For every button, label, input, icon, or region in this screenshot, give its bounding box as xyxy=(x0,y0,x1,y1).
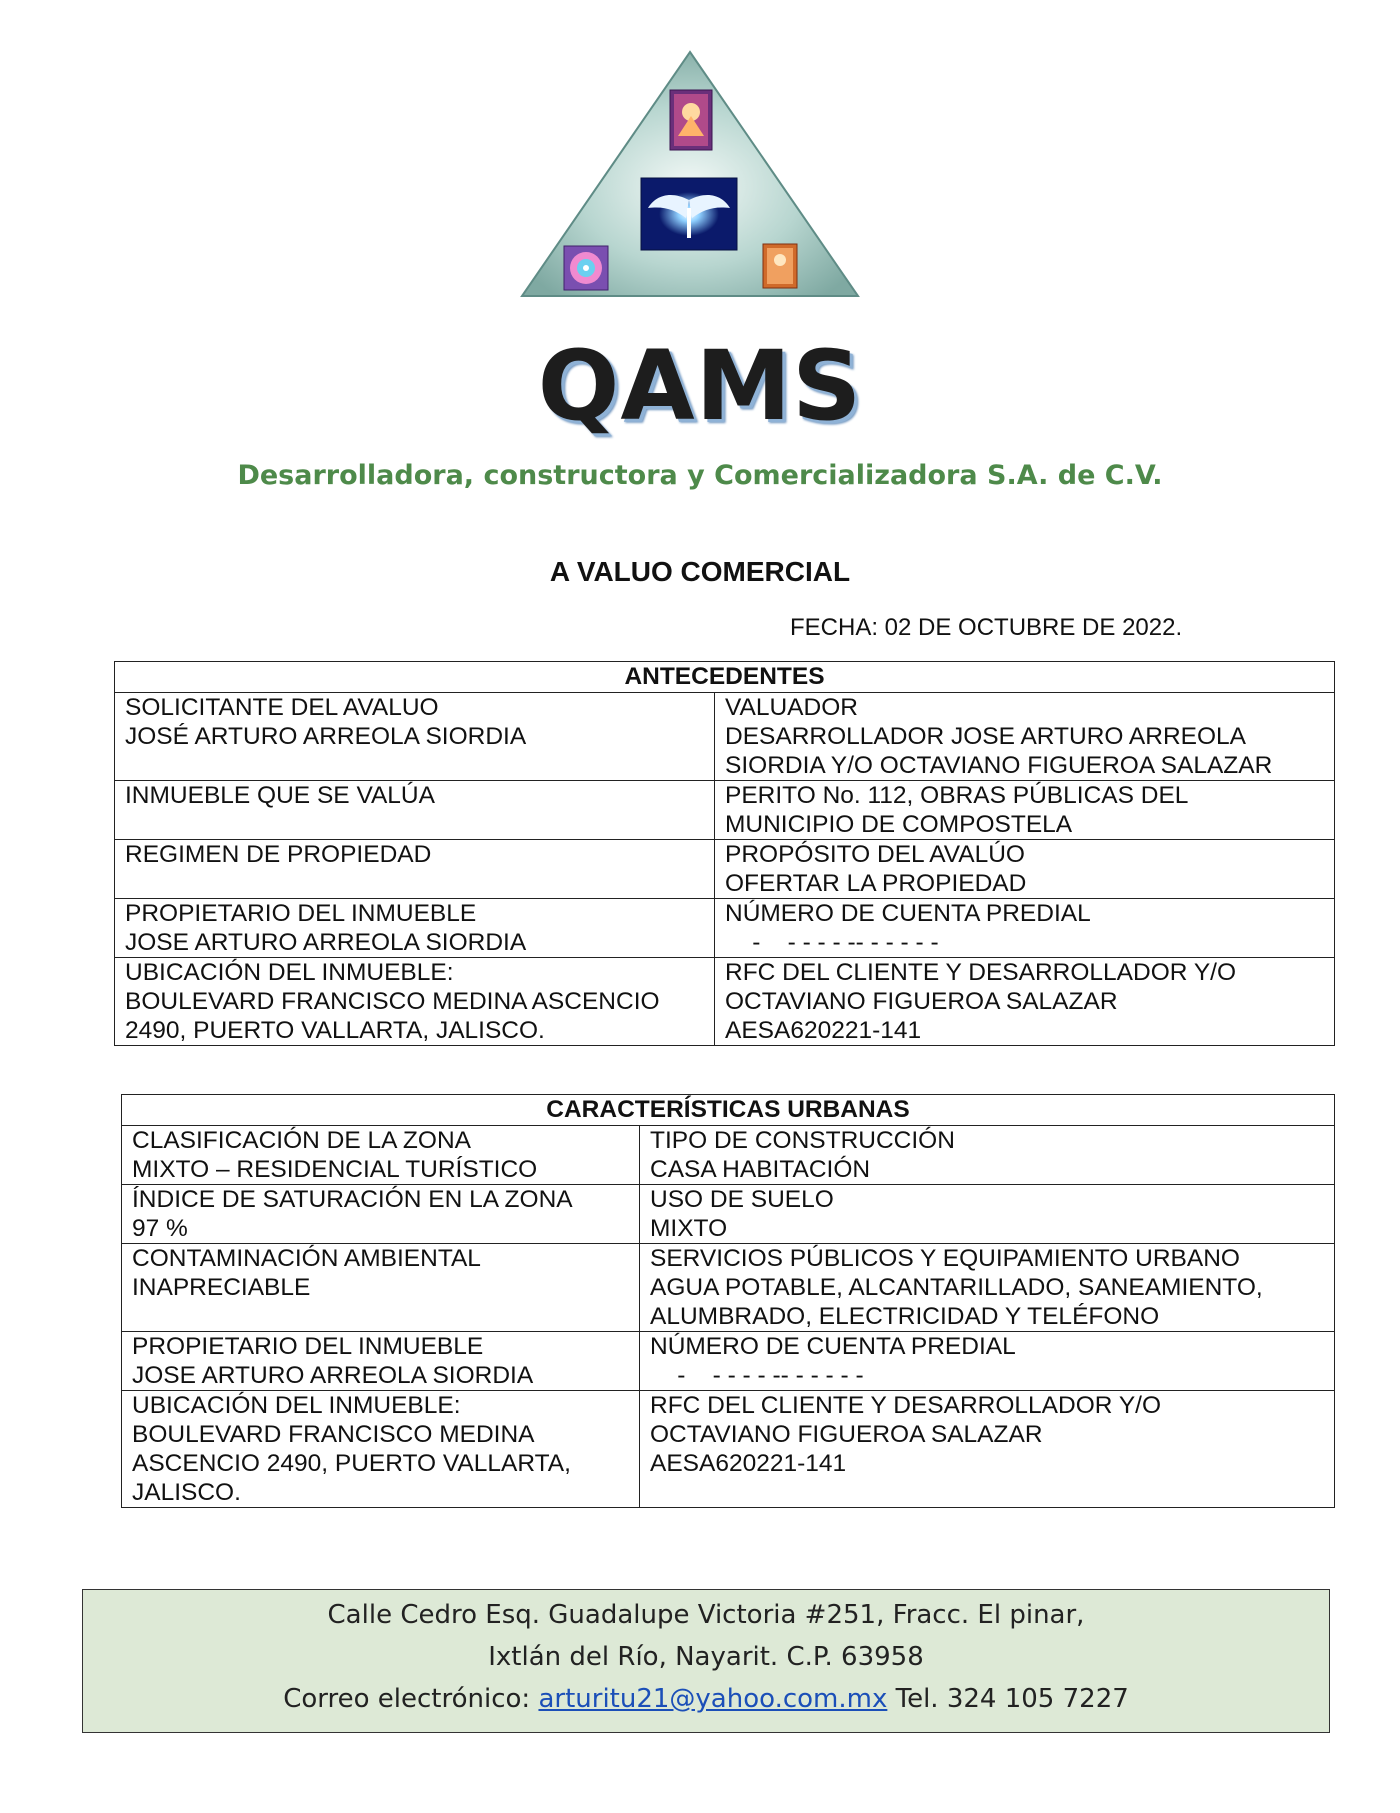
cell-text-line: AESA620221-141 xyxy=(725,1017,922,1044)
cell-text-line: JOSE ARTURO ARREOLA SIORDIA xyxy=(132,1362,534,1389)
table-cell-right xyxy=(640,1244,1335,1332)
cell-text-line: JOSÉ ARTURO ARREOLA SIORDIA xyxy=(125,723,527,750)
table-cell-right xyxy=(715,958,1335,1046)
table-row xyxy=(122,1244,1335,1332)
email-link[interactable]: arturitu21@yahoo.com.mx xyxy=(538,1684,888,1714)
cell-text-line: SERVICIOS PÚBLICOS Y EQUIPAMIENTO URBANO xyxy=(650,1245,1240,1272)
document-title: A VALUO COMERCIAL xyxy=(549,556,851,587)
footer-address-line1: Calle Cedro Esq. Guadalupe Victoria #251, Fracc. El pinar, xyxy=(327,1600,1085,1630)
email-label: Correo electrónico: xyxy=(283,1684,539,1714)
footer-contact-line xyxy=(83,1684,1329,1714)
table-cell-right xyxy=(715,899,1335,958)
cell-text-line: REGIMEN DE PROPIEDAD xyxy=(125,841,432,868)
company-tagline: Desarrolladora, constructora y Comercializadora S.A. de C.V. xyxy=(237,460,1163,491)
table-cell-right xyxy=(640,1391,1335,1508)
cell-text-line: SOLICITANTE DEL AVALUO xyxy=(125,694,439,721)
company-logo xyxy=(520,50,860,300)
phone-text: Tel. 324 105 7227 xyxy=(887,1684,1129,1714)
cell-text-line: BOULEVARD FRANCISCO MEDINA ASCENCIO xyxy=(125,988,660,1015)
table-cell-right xyxy=(715,693,1335,781)
cell-text-line: - - - - - -- - - - - - xyxy=(650,1362,864,1389)
cell-text-line: OCTAVIANO FIGUEROA SALAZAR xyxy=(650,1421,1043,1448)
cell-text-line: BOULEVARD FRANCISCO MEDINA xyxy=(132,1421,535,1448)
table-cell-left xyxy=(122,1391,640,1508)
cell-text-line: PROPIETARIO DEL INMUEBLE xyxy=(132,1333,484,1360)
table-cell-right xyxy=(715,840,1335,899)
table-row xyxy=(122,1185,1335,1244)
table-cell-left xyxy=(122,1185,640,1244)
cell-text-line: MIXTO – RESIDENCIAL TURÍSTICO xyxy=(132,1156,538,1183)
cell-text-line: SIORDIA Y/O OCTAVIANO FIGUEROA SALAZAR xyxy=(725,752,1273,779)
cell-text-line: UBICACIÓN DEL INMUEBLE: xyxy=(125,959,454,986)
cell-text-line: ASCENCIO 2490, PUERTO VALLARTA, xyxy=(132,1450,571,1477)
angel-wings-icon xyxy=(641,178,737,250)
cell-text-line: RFC DEL CLIENTE Y DESARROLLADOR Y/O xyxy=(725,959,1237,986)
cell-text-line: JOSE ARTURO ARREOLA SIORDIA xyxy=(125,929,527,956)
angel-figure-icon xyxy=(763,244,797,288)
table-row xyxy=(122,1126,1335,1185)
cell-text-line: OCTAVIANO FIGUEROA SALAZAR xyxy=(725,988,1118,1015)
cell-text-line: 97 % xyxy=(132,1215,188,1242)
antecedentes-rows xyxy=(115,693,1335,1046)
cell-text-line: PROPÓSITO DEL AVALÚO xyxy=(725,841,1025,868)
table-row xyxy=(115,840,1335,899)
cell-text-line: RFC DEL CLIENTE Y DESARROLLADOR Y/O xyxy=(650,1392,1162,1419)
table-cell-left xyxy=(115,781,715,840)
cell-text-line: NÚMERO DE CUENTA PREDIAL xyxy=(650,1333,1016,1360)
cell-text-line: MUNICIPIO DE COMPOSTELA xyxy=(725,811,1073,838)
mandala-icon xyxy=(564,246,608,290)
caracteristicas-urbanas-table xyxy=(121,1094,1335,1508)
table-cell-left xyxy=(122,1126,640,1185)
document-date: FECHA: 02 DE OCTUBRE DE 2022. xyxy=(790,614,1183,641)
table-row xyxy=(115,781,1335,840)
cell-text-line: - - - - - -- - - - - - xyxy=(725,929,939,956)
table-row xyxy=(115,899,1335,958)
cell-text-line: PROPIETARIO DEL INMUEBLE xyxy=(125,900,477,927)
footer-address-line2: Ixtlán del Río, Nayarit. C.P. 63958 xyxy=(488,1642,924,1672)
cell-text-line: UBICACIÓN DEL INMUEBLE: xyxy=(132,1392,461,1419)
table-row xyxy=(115,958,1335,1046)
cell-text-line: CONTAMINACIÓN AMBIENTAL xyxy=(132,1245,481,1272)
cell-text-line: PERITO No. 112, OBRAS PÚBLICAS DEL xyxy=(725,782,1189,809)
table-row xyxy=(122,1332,1335,1391)
angel-figure-icon xyxy=(670,90,712,150)
cell-text-line: NÚMERO DE CUENTA PREDIAL xyxy=(725,900,1091,927)
cell-text-line: AESA620221-141 xyxy=(650,1450,847,1477)
cell-text-line: INMUEBLE QUE SE VALÚA xyxy=(125,782,435,809)
table-cell-left xyxy=(115,958,715,1046)
cell-text-line: TIPO DE CONSTRUCCIÓN xyxy=(650,1127,955,1154)
cell-text-line: MIXTO xyxy=(650,1215,728,1242)
table-cell-left xyxy=(122,1332,640,1391)
cell-text-line: VALUADOR xyxy=(725,694,858,721)
cell-text-line: JALISCO. xyxy=(132,1479,241,1506)
cell-text-line: ALUMBRADO, ELECTRICIDAD Y TELÉFONO xyxy=(650,1303,1160,1330)
company-name: QAMS xyxy=(537,330,863,442)
footer-contact-box xyxy=(82,1589,1330,1733)
cell-text-line: AGUA POTABLE, ALCANTARILLADO, SANEAMIENTO, xyxy=(650,1274,1263,1301)
triangle-logo-icon xyxy=(520,50,860,300)
table-cell-right xyxy=(715,781,1335,840)
cell-text-line: USO DE SUELO xyxy=(650,1186,834,1213)
cell-text-line: CASA HABITACIÓN xyxy=(650,1156,871,1183)
table-cell-right xyxy=(640,1185,1335,1244)
table-cell-right xyxy=(640,1126,1335,1185)
caracteristicas-rows xyxy=(122,1126,1335,1508)
cell-text-line: DESARROLLADOR JOSE ARTURO ARREOLA xyxy=(725,723,1246,750)
table-cell-left xyxy=(115,899,715,958)
antecedentes-table xyxy=(114,661,1335,1046)
table-cell-left xyxy=(122,1244,640,1332)
table-row xyxy=(122,1391,1335,1508)
antecedentes-header: ANTECEDENTES xyxy=(115,662,1335,693)
cell-text-line: INAPRECIABLE xyxy=(132,1274,311,1301)
cell-text-line: CLASIFICACIÓN DE LA ZONA xyxy=(132,1127,471,1154)
table-cell-left xyxy=(115,840,715,899)
table-cell-right xyxy=(640,1332,1335,1391)
table-row xyxy=(115,693,1335,781)
caracteristicas-header: CARACTERÍSTICAS URBANAS xyxy=(122,1095,1335,1126)
table-cell-left xyxy=(115,693,715,781)
cell-text-line: ÍNDICE DE SATURACIÓN EN LA ZONA xyxy=(132,1186,573,1213)
cell-text-line: 2490, PUERTO VALLARTA, JALISCO. xyxy=(125,1017,545,1044)
cell-text-line: OFERTAR LA PROPIEDAD xyxy=(725,870,1027,897)
